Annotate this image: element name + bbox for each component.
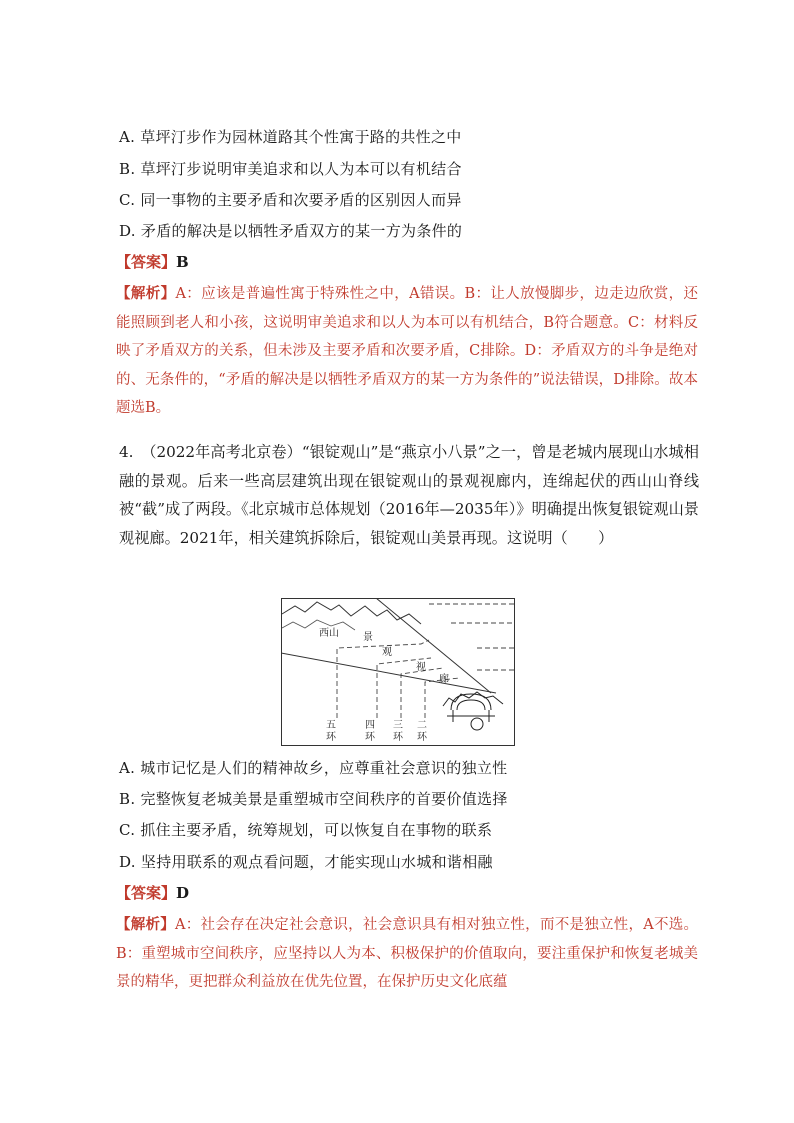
label-shi: 视	[416, 662, 426, 673]
label-west-hill: 西山	[319, 628, 339, 639]
q4-stem: 4. （2022年高考北京卷）“银锭观山”是“燕京小八景”之一，曾是老城内展现山水城相融的景观。后来一些高层建筑出现在银锭观山的景观视廊内，连绵起伏的西山山脊线被“截”成了两段。《北京城市总体规划（2016年—2035年）》明确提出恢复银锭观山景观视廊。2021年，相关建筑拆除后，银锭观山美景再现。这说明（ ）	[119, 443, 699, 547]
q4-analysis	[116, 911, 698, 997]
label-ring3-b: 环	[393, 732, 403, 743]
q3-option-a: A. 草坪汀步作为园林道路其个性寓于路的共性之中	[119, 128, 462, 146]
q3-answer-label: 【答案】	[116, 253, 177, 271]
q4-figure	[281, 598, 515, 746]
label-jing: 景	[363, 632, 373, 643]
q3-analysis	[116, 280, 698, 423]
q4-option-c: C. 抓住主要矛盾，统筹规划，可以恢复自在事物的联系	[119, 821, 493, 839]
q4-option-a: A. 城市记忆是人们的精神故乡，应尊重社会意识的独立性	[119, 759, 508, 777]
label-ring2-b: 环	[417, 732, 427, 743]
q3-answer	[116, 252, 189, 272]
label-ring5-b: 环	[326, 732, 336, 743]
scenic-corridor-diagram	[281, 598, 515, 746]
q3-option-d: D. 矛盾的解决是以牺牲矛盾双方的某一方为条件的	[119, 222, 463, 240]
q4-option-d: D. 坚持用联系的观点看问题，才能实现山水城和谐相融	[119, 853, 493, 871]
label-ring4-a: 四	[365, 720, 375, 731]
q4-answer	[116, 883, 189, 903]
q4-answer-value: D	[176, 884, 190, 902]
label-ring4-b: 环	[365, 732, 375, 743]
q3-analysis-text: A：应该是普遍性寓于特殊性之中，A错误。B：让人放慢脚步，边走边欣赏，还能照顾到老人和小孩，这说明审美追求和以人为本可以有机结合，B符合题意。C：材料反映了矛盾双方的关系，但未涉及主要矛盾和次要矛盾，C排除。D：矛盾双方的斗争是绝对的、无条件的，“矛盾的解决是以牺牲矛盾双方的某一方为条件的”说法错误，D排除。故本题选B。	[116, 286, 698, 416]
q4-answer-label: 【答案】	[116, 884, 177, 902]
q3-option-c: C. 同一事物的主要矛盾和次要矛盾的区别因人而异	[119, 191, 462, 209]
q4-analysis-text: A：社会存在决定社会意识，社会意识具有相对独立性，而不是独立性，A不选。B：重塑城市空间秩序，应坚持以人为本、积极保护的价值取向，要注重保护和恢复老城美景的精华，更把群众利益放在优先位置，在保护历史文化底蕴	[116, 917, 698, 990]
q3-option-b: B. 草坪汀步说明审美追求和以人为本可以有机结合	[119, 160, 462, 178]
label-guan: 观	[382, 647, 392, 658]
label-ring3-a: 三	[393, 720, 403, 731]
q4-analysis-label: 【解析】	[116, 916, 176, 933]
q3-answer-value: B	[176, 253, 189, 271]
label-ring5-a: 五	[326, 720, 336, 731]
label-ring2-a: 二	[417, 720, 427, 731]
q3-analysis-label: 【解析】	[116, 285, 176, 302]
label-lang: 廊	[439, 674, 449, 685]
q4-option-b: B. 完整恢复老城美景是重塑城市空间秩序的首要价值选择	[119, 790, 508, 808]
